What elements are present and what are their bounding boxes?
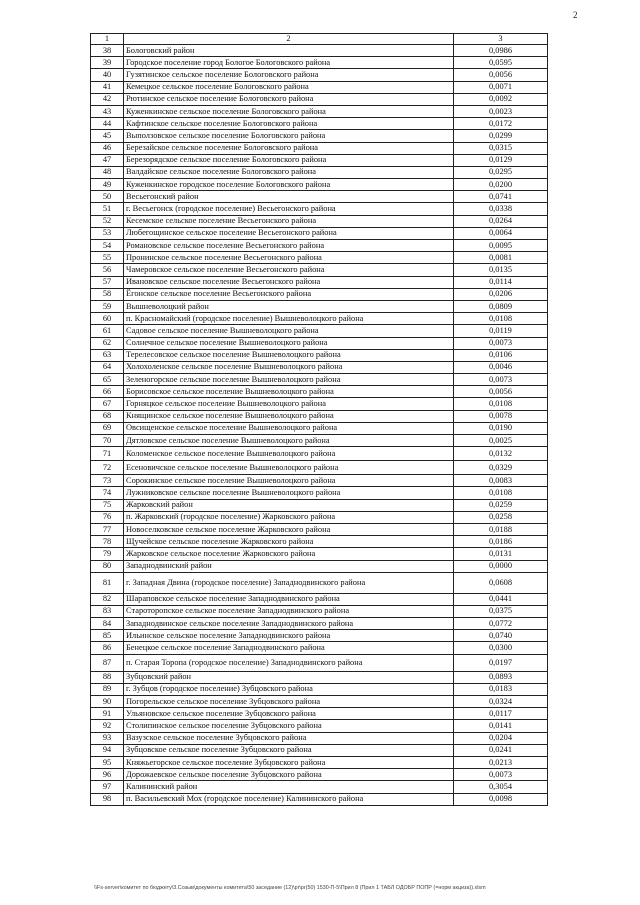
coefficient-value-cell: 0,0141 xyxy=(454,720,548,732)
row-number-cell: 95 xyxy=(91,756,124,768)
table-row xyxy=(91,593,548,605)
row-number-cell: 70 xyxy=(91,435,124,447)
row-number-cell: 60 xyxy=(91,313,124,325)
table-row xyxy=(91,618,548,630)
row-number-cell: 90 xyxy=(91,696,124,708)
row-number-cell: 44 xyxy=(91,118,124,130)
row-number-cell: 46 xyxy=(91,142,124,154)
municipality-name-cell: Лужниковское сельское поселение Вышневолоцкого района xyxy=(124,487,454,499)
coefficient-value-cell: 0,0188 xyxy=(454,523,548,535)
table-row xyxy=(91,227,548,239)
table-row xyxy=(91,130,548,142)
municipality-name-cell: Новоселковское сельское поселение Жарковского района xyxy=(124,523,454,535)
row-number-cell: 75 xyxy=(91,499,124,511)
row-number-cell: 74 xyxy=(91,487,124,499)
coefficient-value-cell: 0,0893 xyxy=(454,671,548,683)
table-row xyxy=(91,548,548,560)
municipality-name-cell: Борисовское сельское поселение Вышневолоцкого района xyxy=(124,386,454,398)
municipality-name-cell: Есеновичское сельское поселение Вышневолоцкого района xyxy=(124,461,454,475)
coefficient-value-cell: 0,0315 xyxy=(454,142,548,154)
municipality-name-cell: Дятловское сельское поселение Вышневолоцкого района xyxy=(124,435,454,447)
table-row xyxy=(91,572,548,593)
row-number-cell: 57 xyxy=(91,276,124,288)
table-row xyxy=(91,781,548,793)
table-row xyxy=(91,374,548,386)
table-row xyxy=(91,240,548,252)
coefficient-value-cell: 0,0264 xyxy=(454,215,548,227)
coefficient-value-cell: 0,0108 xyxy=(454,398,548,410)
table-row xyxy=(91,142,548,154)
coefficient-value-cell: 0,0213 xyxy=(454,756,548,768)
coefficient-value-cell: 0,0324 xyxy=(454,696,548,708)
row-number-cell: 94 xyxy=(91,744,124,756)
row-number-cell: 66 xyxy=(91,386,124,398)
row-number-cell: 51 xyxy=(91,203,124,215)
coefficient-value-cell: 0,0186 xyxy=(454,536,548,548)
table-row xyxy=(91,605,548,617)
coefficient-value-cell: 0,0375 xyxy=(454,605,548,617)
table-row xyxy=(91,337,548,349)
table-row xyxy=(91,276,548,288)
row-number-cell: 80 xyxy=(91,560,124,572)
row-number-cell: 73 xyxy=(91,475,124,487)
table-row xyxy=(91,57,548,69)
row-number-cell: 43 xyxy=(91,105,124,117)
municipality-name-cell: Ульяновское сельское поселение Зубцовского района xyxy=(124,708,454,720)
footer-file-path: \\Fs-server\комитет по бюджету\3.Созыв\документы комитета\50 заседание (12)\pr\pr(50) 1530-П-5\Прил 8 (Прил 1 ТАБЛ ОДОБР ПОПР (=норм акциза)).xlsm xyxy=(94,885,486,891)
row-number-cell: 93 xyxy=(91,732,124,744)
table-row xyxy=(91,93,548,105)
coefficient-value-cell: 0,0114 xyxy=(454,276,548,288)
municipality-name-cell: г. Весьегонск (городское поселение) Весьегонского района xyxy=(124,203,454,215)
row-number-cell: 98 xyxy=(91,793,124,805)
municipality-name-cell: Терелесовское сельское поселение Вышневолоцкого района xyxy=(124,349,454,361)
municipality-name-cell: Бенецкое сельское поселение Западнодвинского района xyxy=(124,642,454,654)
row-number-cell: 82 xyxy=(91,593,124,605)
coefficient-value-cell: 0,0025 xyxy=(454,435,548,447)
municipality-name-cell: Выползовское сельское поселение Бологовского района xyxy=(124,130,454,142)
table-row xyxy=(91,475,548,487)
coefficient-value-cell: 0,0131 xyxy=(454,548,548,560)
municipality-name-cell: Зубцовское сельское поселение Зубцовского района xyxy=(124,744,454,756)
row-number-cell: 77 xyxy=(91,523,124,535)
municipality-name-cell: Вазузское сельское поселение Зубцовского района xyxy=(124,732,454,744)
coefficient-value-cell: 0,0073 xyxy=(454,374,548,386)
row-number-cell: 50 xyxy=(91,191,124,203)
table-row xyxy=(91,422,548,434)
coefficient-value-cell: 0,0300 xyxy=(454,642,548,654)
table-row xyxy=(91,499,548,511)
coefficient-value-cell: 0,0241 xyxy=(454,744,548,756)
table-row xyxy=(91,325,548,337)
coefficient-value-cell: 0,0132 xyxy=(454,447,548,461)
municipality-name-cell: Березайское сельское поселение Бологовского района xyxy=(124,142,454,154)
row-number-cell: 85 xyxy=(91,630,124,642)
table-row xyxy=(91,461,548,475)
coefficient-value-cell: 0,0000 xyxy=(454,560,548,572)
row-number-cell: 55 xyxy=(91,252,124,264)
municipality-name-cell: п. Красномайский (городское поселение) Вышневолоцкого района xyxy=(124,313,454,325)
header-cell-name: 2 xyxy=(124,34,454,45)
row-number-cell: 83 xyxy=(91,605,124,617)
municipality-name-cell: Кемецкое сельское поселение Бологовского района xyxy=(124,81,454,93)
table-row xyxy=(91,166,548,178)
municipality-name-cell: Березорядское сельское поселение Бологовского района xyxy=(124,154,454,166)
coefficient-value-cell: 0,0190 xyxy=(454,422,548,434)
page-number: 2 xyxy=(573,10,578,20)
allocation-table xyxy=(90,33,548,806)
row-number-cell: 38 xyxy=(91,45,124,57)
table-row xyxy=(91,361,548,373)
coefficient-value-cell: 0,0108 xyxy=(454,313,548,325)
row-number-cell: 45 xyxy=(91,130,124,142)
corner-mark xyxy=(560,0,620,8)
coefficient-value-cell: 0,0183 xyxy=(454,683,548,695)
municipality-name-cell: Староторопское сельское поселение Западнодвинского района xyxy=(124,605,454,617)
coefficient-value-cell: 0,0056 xyxy=(454,69,548,81)
coefficient-value-cell: 0,0295 xyxy=(454,166,548,178)
row-number-cell: 69 xyxy=(91,422,124,434)
municipality-name-cell: Столипинское сельское поселение Зубцовского района xyxy=(124,720,454,732)
coefficient-value-cell: 0,0740 xyxy=(454,630,548,642)
coefficient-value-cell: 0,0741 xyxy=(454,191,548,203)
coefficient-value-cell: 0,0206 xyxy=(454,288,548,300)
municipality-name-cell: Щучейское сельское поселение Жарковского района xyxy=(124,536,454,548)
table-row xyxy=(91,720,548,732)
table-row xyxy=(91,708,548,720)
municipality-name-cell: Садовое сельское поселение Вышневолоцкого района xyxy=(124,325,454,337)
table-row xyxy=(91,447,548,461)
table-row xyxy=(91,154,548,166)
municipality-name-cell: Жарковский район xyxy=(124,499,454,511)
municipality-name-cell: Солнечное сельское поселение Вышневолоцкого района xyxy=(124,337,454,349)
municipality-name-cell: Княжьегорское сельское поселение Зубцовского района xyxy=(124,756,454,768)
municipality-name-cell: Рютинское сельское поселение Бологовского района xyxy=(124,93,454,105)
coefficient-value-cell: 0,0117 xyxy=(454,708,548,720)
coefficient-value-cell: 0,0986 xyxy=(454,45,548,57)
table-row xyxy=(91,410,548,422)
table-row xyxy=(91,435,548,447)
header-cell-value: 3 xyxy=(454,34,548,45)
row-number-cell: 97 xyxy=(91,781,124,793)
municipality-name-cell: Валдайское сельское поселение Бологовского района xyxy=(124,166,454,178)
table-row xyxy=(91,105,548,117)
row-number-cell: 67 xyxy=(91,398,124,410)
municipality-name-cell: Любегощинское сельское поселение Весьегонского района xyxy=(124,227,454,239)
coefficient-value-cell: 0,0046 xyxy=(454,361,548,373)
coefficient-value-cell: 0,0064 xyxy=(454,227,548,239)
row-number-cell: 78 xyxy=(91,536,124,548)
table-row xyxy=(91,118,548,130)
coefficient-value-cell: 0,0338 xyxy=(454,203,548,215)
table-row xyxy=(91,654,548,671)
municipality-name-cell: Дорожаевское сельское поселение Зубцовского района xyxy=(124,769,454,781)
coefficient-value-cell: 0,0809 xyxy=(454,300,548,312)
municipality-name-cell: Коломенское сельское поселение Вышневолоцкого района xyxy=(124,447,454,461)
row-number-cell: 88 xyxy=(91,671,124,683)
row-number-cell: 64 xyxy=(91,361,124,373)
table-row xyxy=(91,630,548,642)
table-row xyxy=(91,511,548,523)
coefficient-value-cell: 0,0056 xyxy=(454,386,548,398)
coefficient-value-cell: 0,0092 xyxy=(454,93,548,105)
table-row xyxy=(91,536,548,548)
coefficient-value-cell: 0,3054 xyxy=(454,781,548,793)
table-row xyxy=(91,300,548,312)
municipality-name-cell: г. Западная Двина (городское поселение) Западнодвинского района xyxy=(124,572,454,593)
coefficient-value-cell: 0,0258 xyxy=(454,511,548,523)
row-number-cell: 47 xyxy=(91,154,124,166)
municipality-name-cell: Ивановское сельское поселение Весьегонского района xyxy=(124,276,454,288)
row-number-cell: 53 xyxy=(91,227,124,239)
table-row xyxy=(91,756,548,768)
table-row xyxy=(91,523,548,535)
row-number-cell: 65 xyxy=(91,374,124,386)
row-number-cell: 84 xyxy=(91,618,124,630)
municipality-name-cell: Зубцовский район xyxy=(124,671,454,683)
coefficient-value-cell: 0,0608 xyxy=(454,572,548,593)
coefficient-value-cell: 0,0200 xyxy=(454,179,548,191)
table-row xyxy=(91,45,548,57)
table-row xyxy=(91,252,548,264)
coefficient-value-cell: 0,0081 xyxy=(454,252,548,264)
municipality-name-cell: Ёгонское сельское поселение Весьегонского района xyxy=(124,288,454,300)
table-row xyxy=(91,671,548,683)
municipality-name-cell: Куженкинское городское поселение Бологовского района xyxy=(124,179,454,191)
municipality-name-cell: Пронинское сельское поселение Весьегонского района xyxy=(124,252,454,264)
row-number-cell: 72 xyxy=(91,461,124,475)
municipality-name-cell: Западнодвинское сельское поселение Западнодвинского района xyxy=(124,618,454,630)
row-number-cell: 49 xyxy=(91,179,124,191)
table-row xyxy=(91,179,548,191)
coefficient-value-cell: 0,0329 xyxy=(454,461,548,475)
municipality-name-cell: Горняцкое сельское поселение Вышневолоцкого района xyxy=(124,398,454,410)
municipality-name-cell: Городское поселение город Бологое Бологовского района xyxy=(124,57,454,69)
coefficient-value-cell: 0,0106 xyxy=(454,349,548,361)
table-row xyxy=(91,69,548,81)
municipality-name-cell: Сорокинское сельское поселение Вышневолоцкого района xyxy=(124,475,454,487)
municipality-name-cell: Вышневолоцкий район xyxy=(124,300,454,312)
table-row xyxy=(91,696,548,708)
table-row xyxy=(91,203,548,215)
coefficient-value-cell: 0,0071 xyxy=(454,81,548,93)
coefficient-value-cell: 0,0441 xyxy=(454,593,548,605)
municipality-name-cell: Шараповское сельское поселение Западнодвинского района xyxy=(124,593,454,605)
row-number-cell: 39 xyxy=(91,57,124,69)
municipality-name-cell: Погорельское сельское поселение Зубцовского района xyxy=(124,696,454,708)
row-number-cell: 91 xyxy=(91,708,124,720)
municipality-name-cell: Кафтинское сельское поселение Бологовского района xyxy=(124,118,454,130)
row-number-cell: 79 xyxy=(91,548,124,560)
row-number-cell: 81 xyxy=(91,572,124,593)
row-number-cell: 71 xyxy=(91,447,124,461)
table-row xyxy=(91,313,548,325)
table-row xyxy=(91,191,548,203)
row-number-cell: 87 xyxy=(91,654,124,671)
header-cell-number: 1 xyxy=(91,34,124,45)
coefficient-value-cell: 0,0108 xyxy=(454,487,548,499)
coefficient-value-cell: 0,0172 xyxy=(454,118,548,130)
municipality-name-cell: Жарковское сельское поселение Жарковского района xyxy=(124,548,454,560)
row-number-cell: 42 xyxy=(91,93,124,105)
table-row xyxy=(91,215,548,227)
table-row xyxy=(91,81,548,93)
municipality-name-cell: п. Старая Торопа (городское поселение) Западнодвинского района xyxy=(124,654,454,671)
row-number-cell: 48 xyxy=(91,166,124,178)
row-number-cell: 56 xyxy=(91,264,124,276)
table-row xyxy=(91,288,548,300)
coefficient-value-cell: 0,0095 xyxy=(454,240,548,252)
coefficient-value-cell: 0,0073 xyxy=(454,337,548,349)
row-number-cell: 41 xyxy=(91,81,124,93)
municipality-name-cell: Чамеровское сельское поселение Весьегонского района xyxy=(124,264,454,276)
table-row xyxy=(91,264,548,276)
row-number-cell: 54 xyxy=(91,240,124,252)
coefficient-value-cell: 0,0078 xyxy=(454,410,548,422)
coefficient-value-cell: 0,0595 xyxy=(454,57,548,69)
municipality-name-cell: Холохоленское сельское поселение Вышневолоцкого района xyxy=(124,361,454,373)
coefficient-value-cell: 0,0259 xyxy=(454,499,548,511)
table-row xyxy=(91,769,548,781)
municipality-name-cell: п. Васильевский Мох (городское поселение) Калининского района xyxy=(124,793,454,805)
municipality-name-cell: п. Жарковский (городское поселение) Жарковского района xyxy=(124,511,454,523)
coefficient-value-cell: 0,0083 xyxy=(454,475,548,487)
municipality-name-cell: Весьегонский район xyxy=(124,191,454,203)
table-row xyxy=(91,560,548,572)
row-number-cell: 59 xyxy=(91,300,124,312)
municipality-name-cell: Ильинское сельское поселение Западнодвинского района xyxy=(124,630,454,642)
table-row xyxy=(91,386,548,398)
coefficient-value-cell: 0,0119 xyxy=(454,325,548,337)
row-number-cell: 52 xyxy=(91,215,124,227)
coefficient-value-cell: 0,0023 xyxy=(454,105,548,117)
row-number-cell: 58 xyxy=(91,288,124,300)
row-number-cell: 62 xyxy=(91,337,124,349)
coefficient-value-cell: 0,0129 xyxy=(454,154,548,166)
municipality-name-cell: Зеленогорское сельское поселение Вышневолоцкого района xyxy=(124,374,454,386)
coefficient-value-cell: 0,0299 xyxy=(454,130,548,142)
coefficient-value-cell: 0,0772 xyxy=(454,618,548,630)
municipality-name-cell: Калининский район xyxy=(124,781,454,793)
table-row xyxy=(91,349,548,361)
coefficient-value-cell: 0,0135 xyxy=(454,264,548,276)
table-row xyxy=(91,642,548,654)
table-row xyxy=(91,793,548,805)
row-number-cell: 68 xyxy=(91,410,124,422)
municipality-name-cell: Западнодвинский район xyxy=(124,560,454,572)
municipality-name-cell: Овсищенское сельское поселение Вышневолоцкого района xyxy=(124,422,454,434)
row-number-cell: 96 xyxy=(91,769,124,781)
coefficient-value-cell: 0,0073 xyxy=(454,769,548,781)
row-number-cell: 76 xyxy=(91,511,124,523)
municipality-name-cell: Бологовский район xyxy=(124,45,454,57)
municipality-name-cell: Кесемское сельское поселение Весьегонского района xyxy=(124,215,454,227)
table-header-row xyxy=(91,34,548,45)
municipality-name-cell: г. Зубцов (городское поселение) Зубцовского района xyxy=(124,683,454,695)
table-row xyxy=(91,487,548,499)
row-number-cell: 63 xyxy=(91,349,124,361)
coefficient-value-cell: 0,0204 xyxy=(454,732,548,744)
municipality-name-cell: Романовское сельское поселение Весьегонского района xyxy=(124,240,454,252)
coefficient-value-cell: 0,0197 xyxy=(454,654,548,671)
table-row xyxy=(91,683,548,695)
table-row xyxy=(91,398,548,410)
coefficient-value-cell: 0,0098 xyxy=(454,793,548,805)
row-number-cell: 61 xyxy=(91,325,124,337)
table-row xyxy=(91,732,548,744)
row-number-cell: 92 xyxy=(91,720,124,732)
table-row xyxy=(91,744,548,756)
municipality-name-cell: Куженкинское сельское поселение Бологовского района xyxy=(124,105,454,117)
row-number-cell: 86 xyxy=(91,642,124,654)
municipality-name-cell: Гузятинское сельское поселение Бологовского района xyxy=(124,69,454,81)
municipality-name-cell: Княщинское сельское поселение Вышневолоцкого района xyxy=(124,410,454,422)
row-number-cell: 40 xyxy=(91,69,124,81)
row-number-cell: 89 xyxy=(91,683,124,695)
